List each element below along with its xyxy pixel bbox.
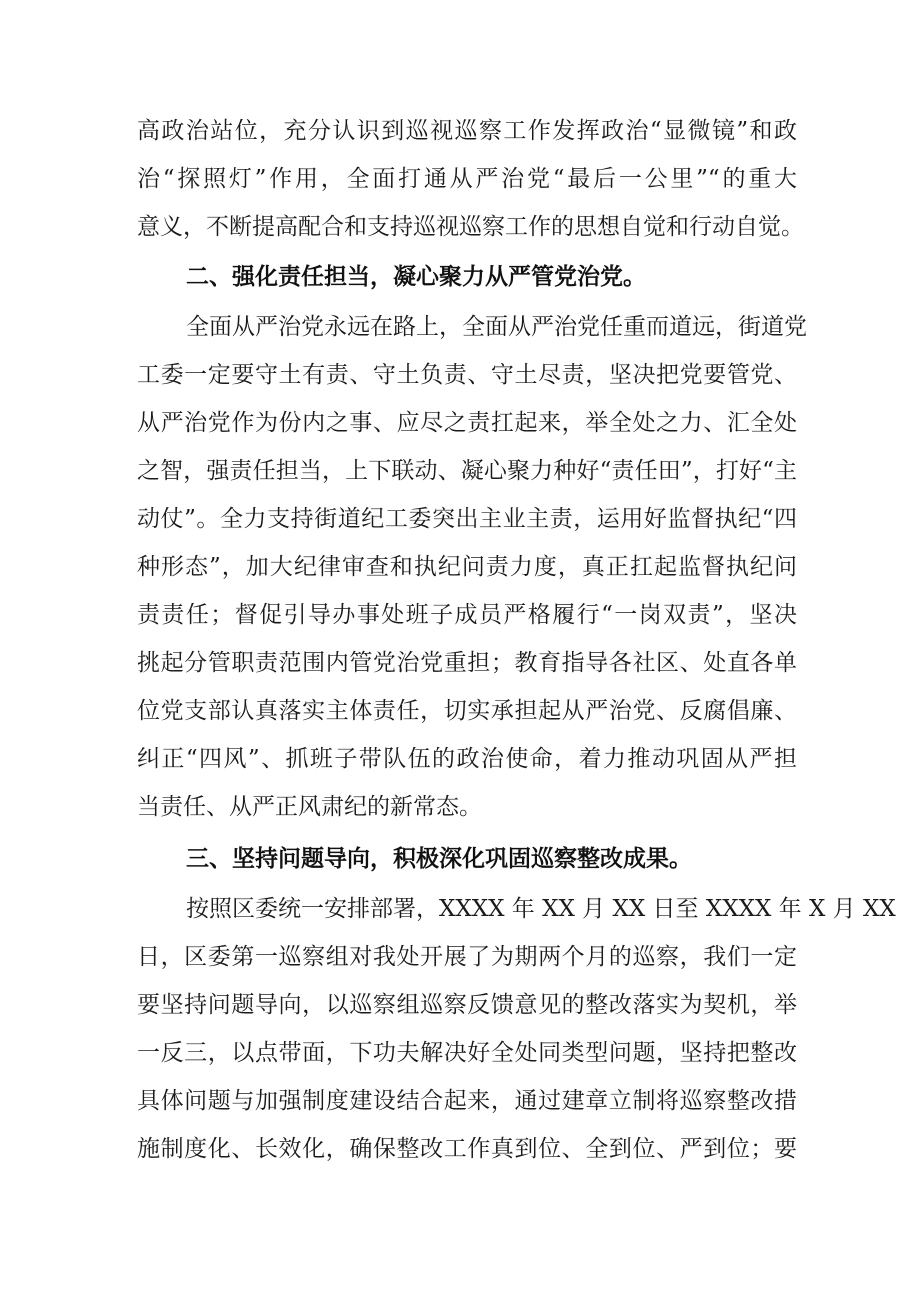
section-heading: 二、强化责任担当，凝心聚力从严管党治党。	[186, 264, 646, 290]
paragraph-line: 意义，不断提高配合和支持巡视巡察工作的思想自觉和行动自觉。	[137, 214, 804, 240]
paragraph-line: 责责任；督促引导办事处班子成员严格履行“一岗双责”，坚决	[137, 602, 797, 628]
paragraph-line: 种形态”，加大纪律审查和执纪问责力度，真正扛起监督执纪问	[137, 554, 797, 580]
paragraph-line: 全面从严治党永远在路上，全面从严治党任重而道远，街道党	[186, 314, 807, 340]
paragraph-line: 从严治党作为份内之事、应尽之责扛起来，举全处之力、汇全处	[137, 410, 797, 436]
paragraph-line: 高政治站位，充分认识到巡视巡察工作发挥政治“显微镜”和政	[137, 118, 797, 144]
paragraph-line: 当责任、从严正风肃纪的新常态。	[137, 794, 482, 820]
paragraph-line: 工委一定要守土有责、守土负责、守土尽责，坚决把党要管党、	[137, 362, 797, 388]
paragraph-line: 具体问题与加强制度建设结合起来，通过建章立制将巡察整改措	[137, 1088, 797, 1114]
paragraph-line: 按照区委统一安排部署，XXXX 年 XX 月 XX 日至 XXXX 年 X 月 XX	[186, 896, 896, 922]
paragraph-line: 位党支部认真落实主体责任，切实承担起从严治党、反腐倡廉、	[137, 698, 797, 724]
paragraph-line: 一反三，以点带面，下功夫解决好全处同类型问题，坚持把整改	[137, 1040, 797, 1066]
paragraph-line: 纠正“四风”、抓班子带队伍的政治使命，着力推动巩固从严担	[137, 746, 797, 772]
paragraph-line: 动仗”。全力支持街道纪工委突出主业主责，运用好监督执纪“四	[137, 506, 797, 532]
paragraph-line: 挑起分管职责范围内管党治党重担；教育指导各社区、处直各单	[137, 650, 797, 676]
paragraph-line: 之智，强责任担当，上下联动、凝心聚力种好“责任田”，打好“主	[137, 458, 797, 484]
paragraph-line: 要坚持问题导向，以巡察组巡察反馈意见的整改落实为契机，举	[137, 992, 797, 1018]
section-heading: 三、坚持问题导向，积极深化巩固巡察整改成果。	[186, 846, 692, 872]
paragraph-line: 日，区委第一巡察组对我处开展了为期两个月的巡察，我们一定	[137, 944, 797, 970]
paragraph-line: 治“探照灯”作用，全面打通从严治党“最后一公里”“的重大	[137, 166, 797, 192]
paragraph-line: 施制度化、长效化，确保整改工作真到位、全到位、严到位；要	[137, 1136, 797, 1162]
